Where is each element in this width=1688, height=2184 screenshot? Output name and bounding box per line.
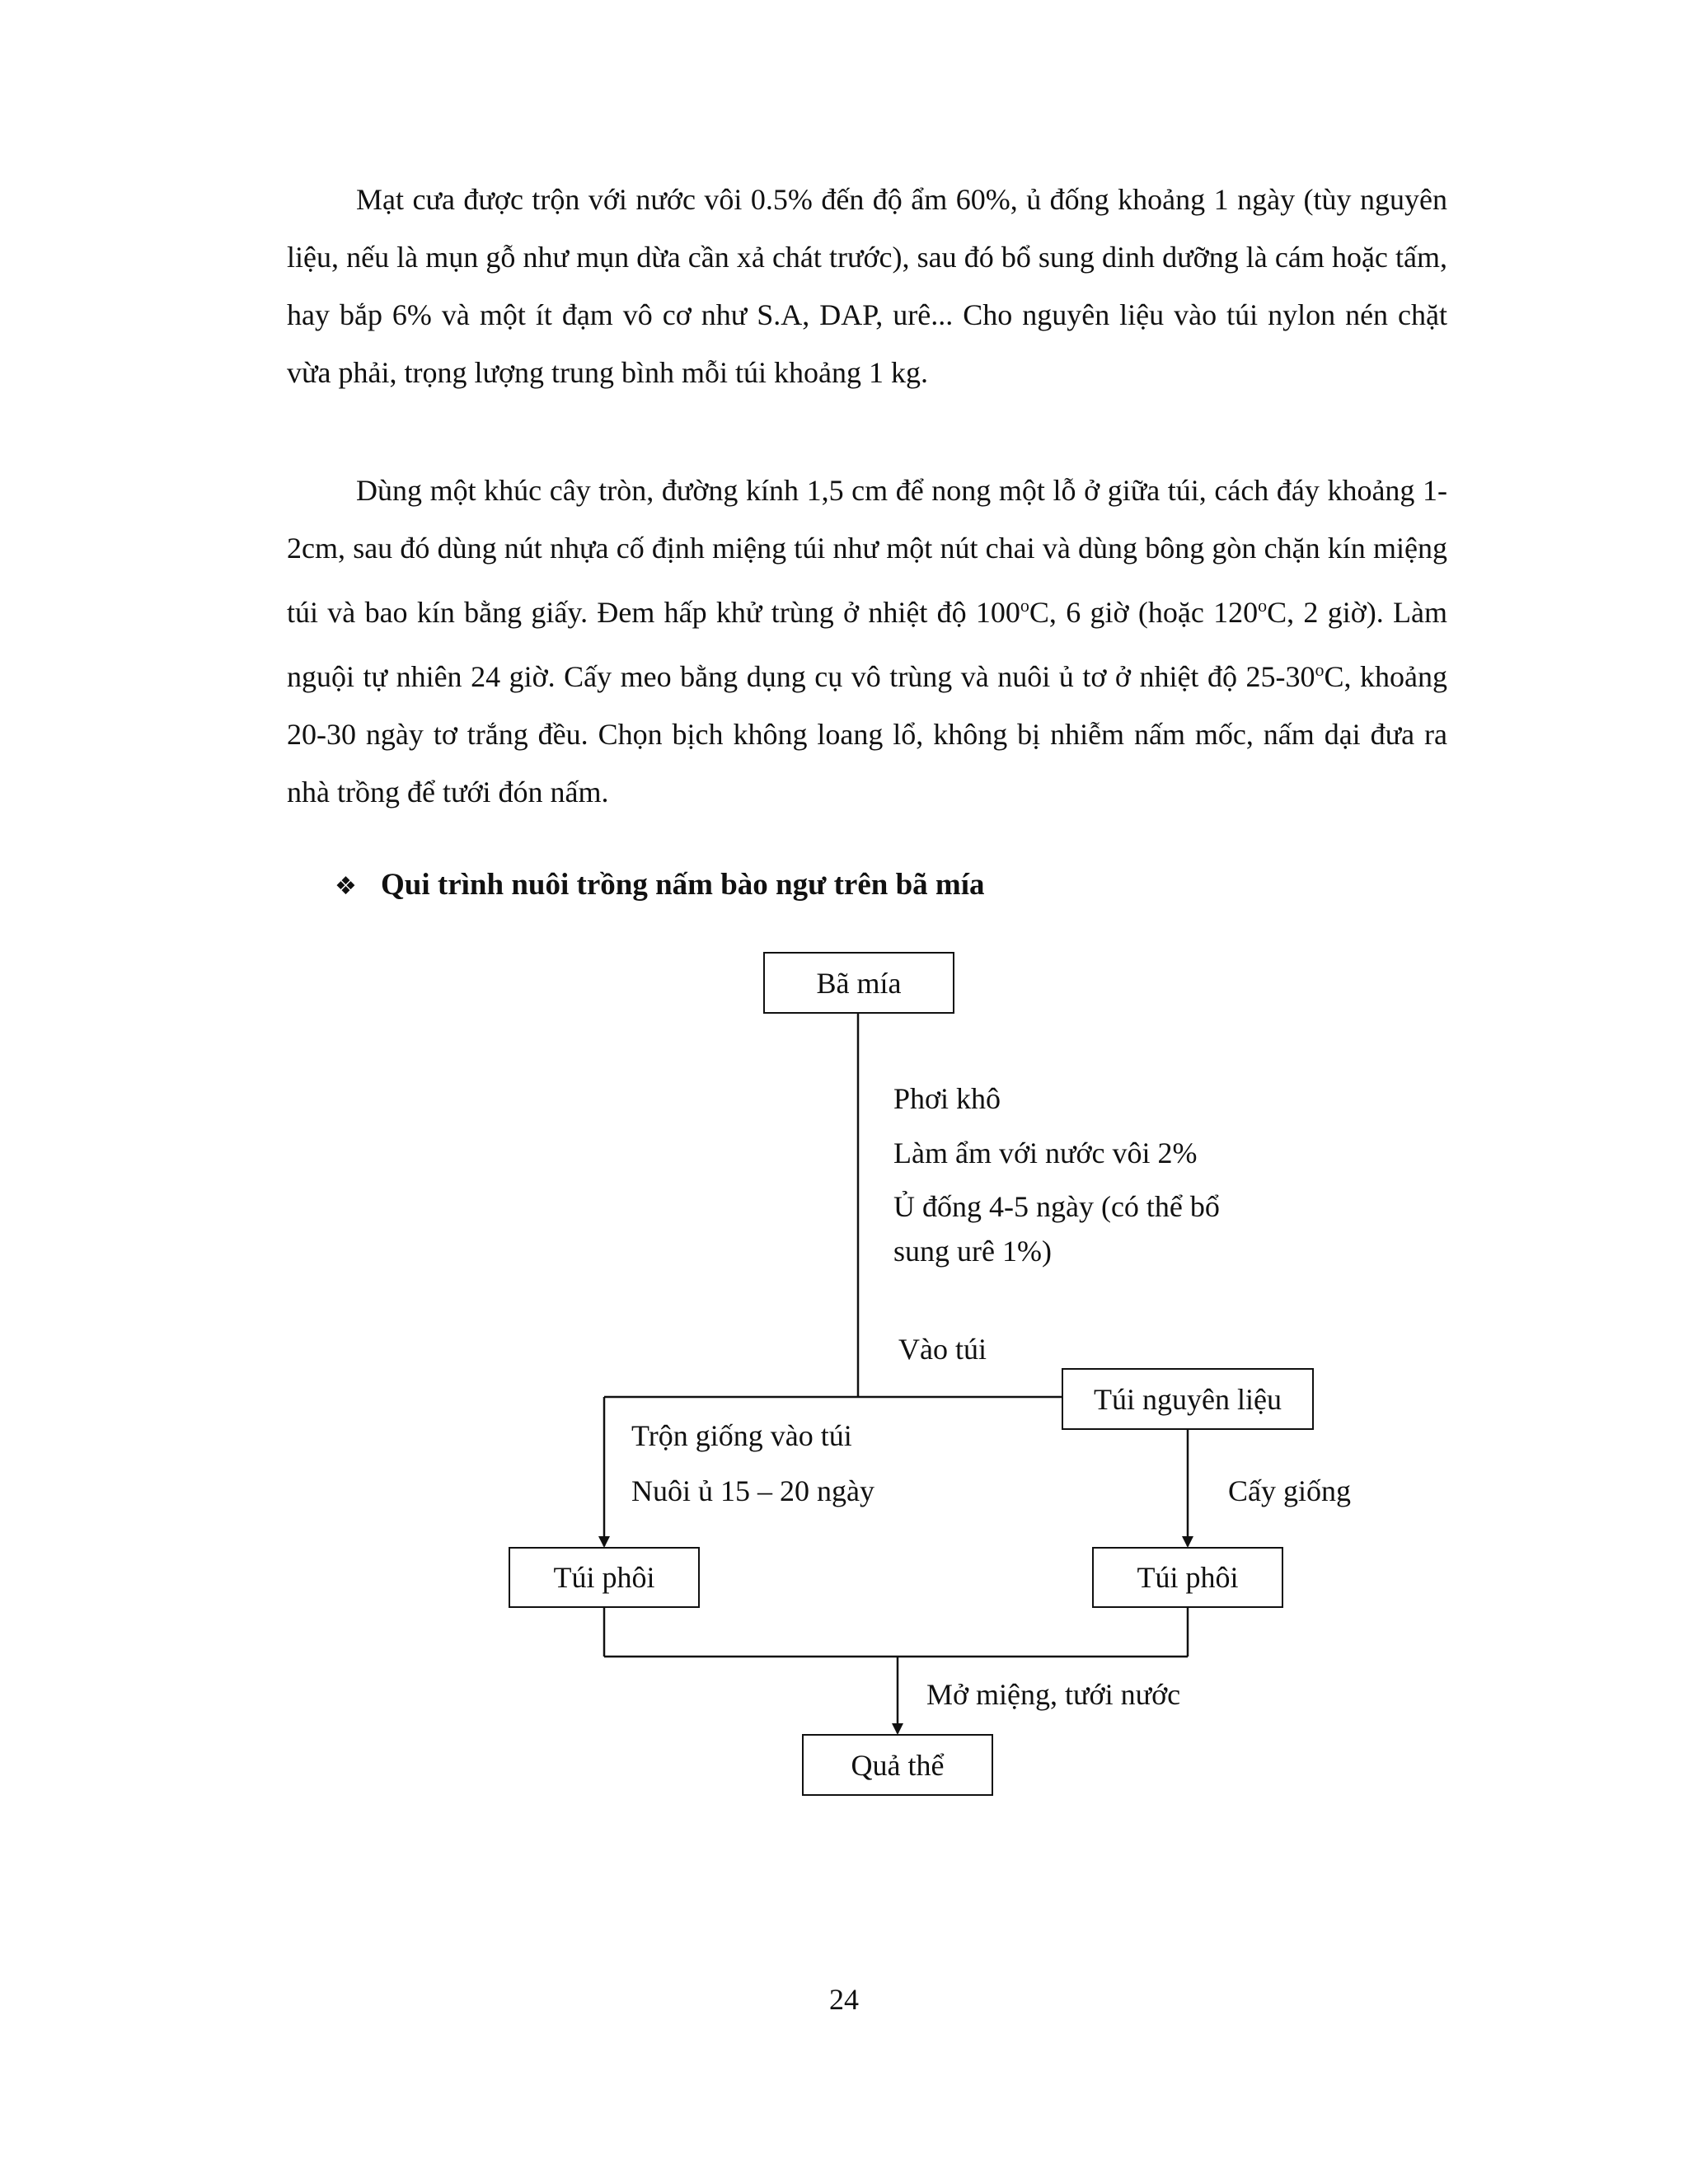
degree-mark: o <box>1258 595 1268 616</box>
box-label: Quả thể <box>851 1748 945 1782</box>
step-label: Trộn giống vào túi <box>631 1419 852 1452</box>
section-heading-text: Qui trình nuôi trồng nấm bào ngư trên bã mía <box>381 868 985 902</box>
step-label: Phơi khô <box>893 1082 1001 1115</box>
degree-mark: o <box>1315 659 1325 680</box>
box-tui-nguyen-lieu <box>1062 1368 1314 1430</box>
step-label: Vào túi <box>898 1333 987 1366</box>
step-label: Nuôi ủ 15 – 20 ngày <box>631 1474 874 1507</box>
degree-mark: o <box>1020 595 1029 616</box>
step-label: sung urê 1%) <box>893 1235 1052 1268</box>
paragraph-text: C, khoảng 20-30 ngày tơ trắng đều. Chọn bịch không loang lổ, không bị nhiễm nấm mốc, nấm dại đưa ra nhà trồng để tưới đón nấm. <box>287 660 1448 808</box>
box-tui-phoi-right <box>1092 1547 1283 1608</box>
paragraph-text: C, 2 giờ). Làm nguội tự nhiên 24 giờ. Cấy meo bằng dụng cụ vô trùng và nuôi ủ tơ ở nhiệt độ 25-30 <box>287 596 1448 693</box>
box-qua-the <box>802 1734 993 1796</box>
box-label: Túi nguyên liệu <box>1094 1382 1282 1416</box>
box-tui-phoi-left <box>509 1547 700 1608</box>
page-number: 24 <box>829 1983 859 2016</box>
step-label: Ủ đống 4-5 ngày (có thể bổ <box>893 1190 1220 1223</box>
paragraph-sawdust-preparation: Mạt cưa được trộn với nước vôi 0.5% đến độ ẩm 60%, ủ đống khoảng 1 ngày (tùy nguyên liệu, nếu là mụn gỗ như mụn dừa cần xả chát trước), sau đó bổ sung dinh dưỡng là cám hoặc tấm, hay bắp 6% và một ít đạm vô cơ như S.A, DAP, urê... Cho nguyên liệu vào túi nylon nén chặt vừa phải, trọng lượng trung bình mỗi túi khoảng 1 kg. <box>287 183 1447 389</box>
box-ba-mia <box>763 952 954 1014</box>
box-label: Túi phôi <box>1137 1561 1239 1594</box>
step-label: Cấy giống <box>1228 1474 1351 1507</box>
paragraph-text: Dùng một khúc cây tròn, đường kính 1,5 cm để nong một lỗ ở giữa túi, cách đáy khoảng 1-2cm, sau đó dùng nút nhựa cố định miệng túi như một nút chai và dùng bông gòn chặn kín miệng túi và bao kín bằng giấy. Đem hấp khử trùng ở nhiệt độ 100 <box>287 474 1447 629</box>
paragraph-text: C, 6 giờ (hoặc 120 <box>1029 596 1259 629</box>
step-label: Làm ẩm với nước vôi 2% <box>893 1137 1198 1169</box>
diamond-bullet-icon: ❖ <box>335 872 357 901</box>
step-label: Mở miệng, tưới nước <box>926 1678 1181 1711</box>
box-label: Túi phôi <box>553 1561 655 1594</box>
box-label: Bã mía <box>816 966 902 1000</box>
